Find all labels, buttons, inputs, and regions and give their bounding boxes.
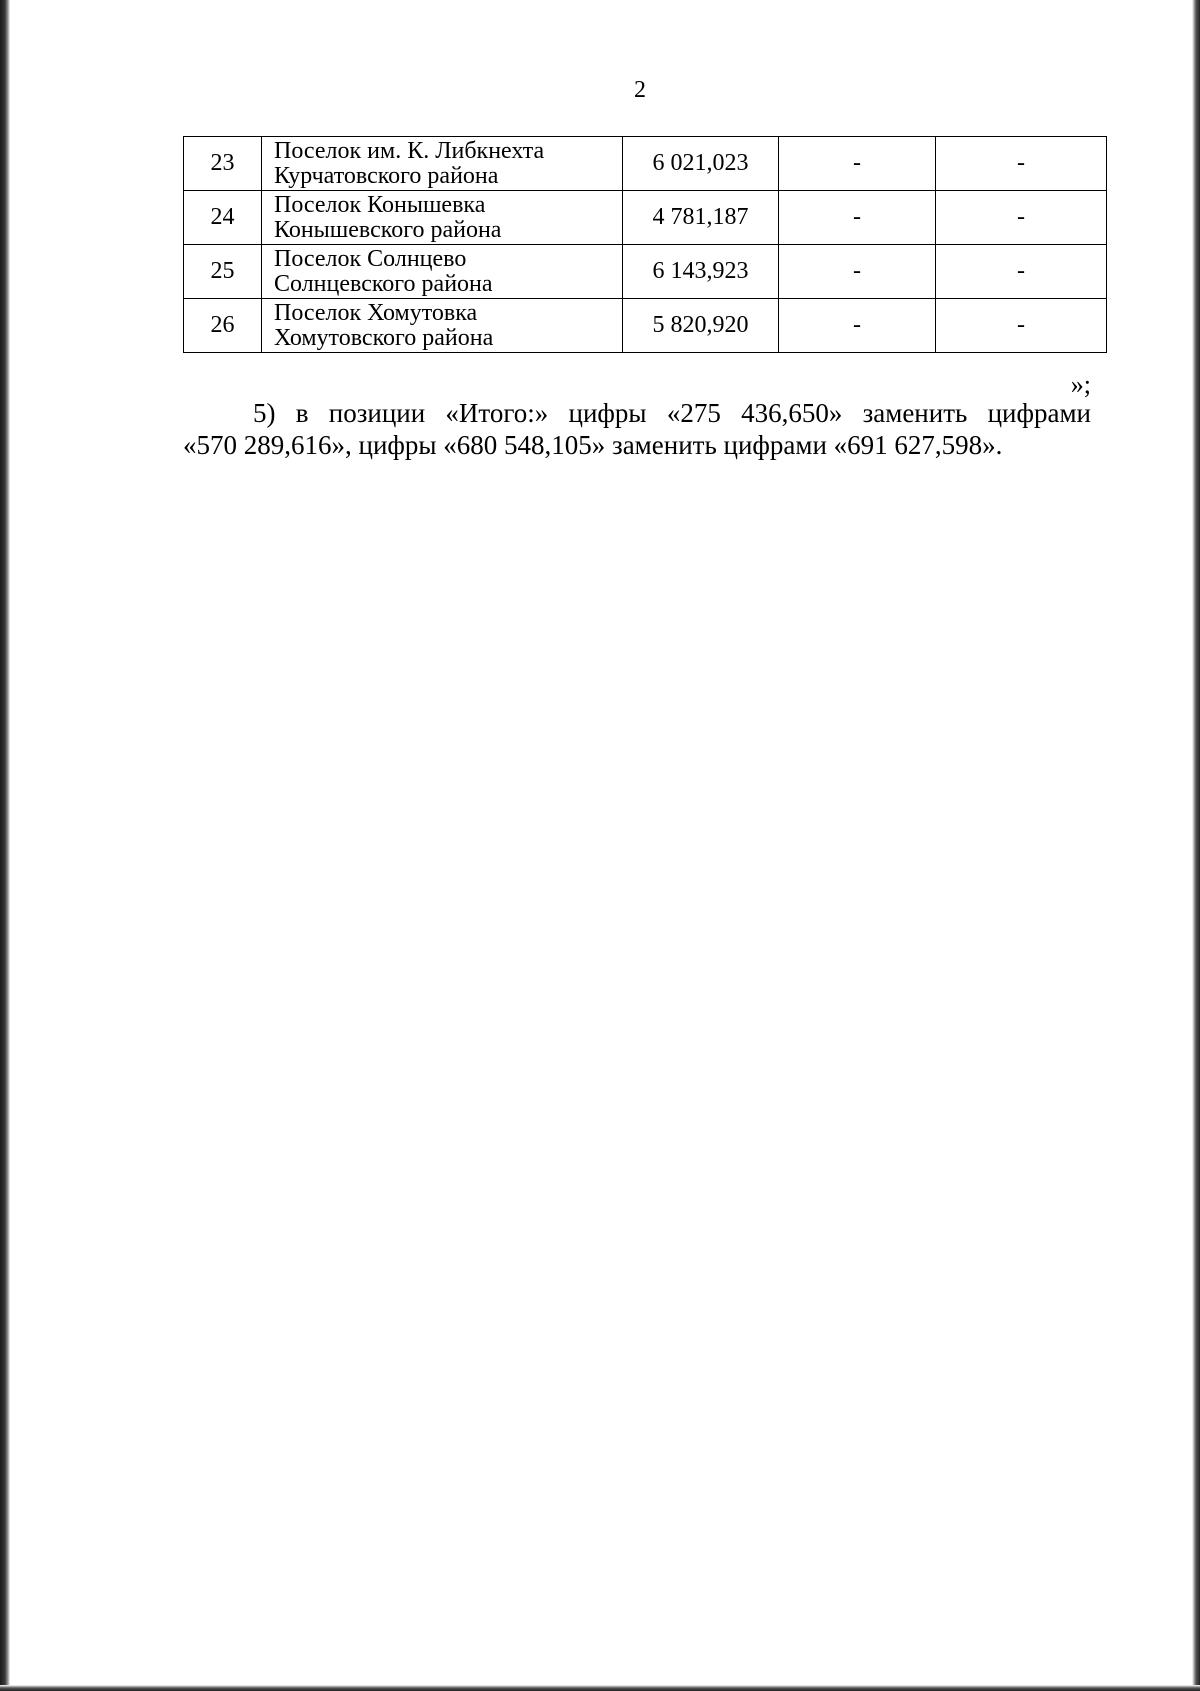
settlement-name [262,137,623,191]
paragraph-line-1: 5) в позиции «Итого:» цифры «275 436,650» заменить цифрами [253,398,1091,428]
scan-edge-bottom [0,1685,1200,1691]
amendment-paragraph [183,397,1091,461]
settlement-name-line2: Конышевского района [274,216,502,243]
settlement-name [262,299,623,353]
table-row [184,245,1107,299]
amount-value: 4 781,187 [623,191,779,245]
settlement-name-line1: Поселок Солнцево [274,245,467,272]
page-number: 2 [634,77,646,103]
settlement-name-line2: Солнцевского района [274,270,493,297]
column-a-value: - [779,191,936,245]
settlement-name-line2: Хомутовского района [274,324,494,351]
amount-value: 6 021,023 [623,137,779,191]
settlement-name-line1: Поселок Хомутовка [274,299,478,326]
settlement-name-line1: Поселок Конышевка [274,191,486,218]
column-a-value: - [779,299,936,353]
column-a-value: - [779,137,936,191]
settlement-name [262,191,623,245]
settlement-name [262,245,623,299]
column-b-value: - [936,245,1107,299]
column-b-value: - [936,299,1107,353]
column-b-value: - [936,191,1107,245]
paragraph-line-2: «570 289,616», цифры «680 548,105» заменить цифрами «691 627,598». [183,430,1003,460]
row-number: 24 [184,191,262,245]
table-row [184,299,1107,353]
closing-quote: »; [1070,370,1091,399]
settlement-name-line2: Курчатовского района [274,162,499,189]
amount-value: 6 143,923 [623,245,779,299]
settlement-name-line1: Поселок им. К. Либкнехта [274,137,545,164]
row-number: 26 [184,299,262,353]
table-row [184,137,1107,191]
scan-edge-left [0,0,10,1691]
amount-value: 5 820,920 [623,299,779,353]
column-a-value: - [779,245,936,299]
settlements-table [183,136,1107,353]
scan-edge-right [1192,0,1200,1691]
row-number: 23 [184,137,262,191]
column-b-value: - [936,137,1107,191]
table-row [184,191,1107,245]
row-number: 25 [184,245,262,299]
